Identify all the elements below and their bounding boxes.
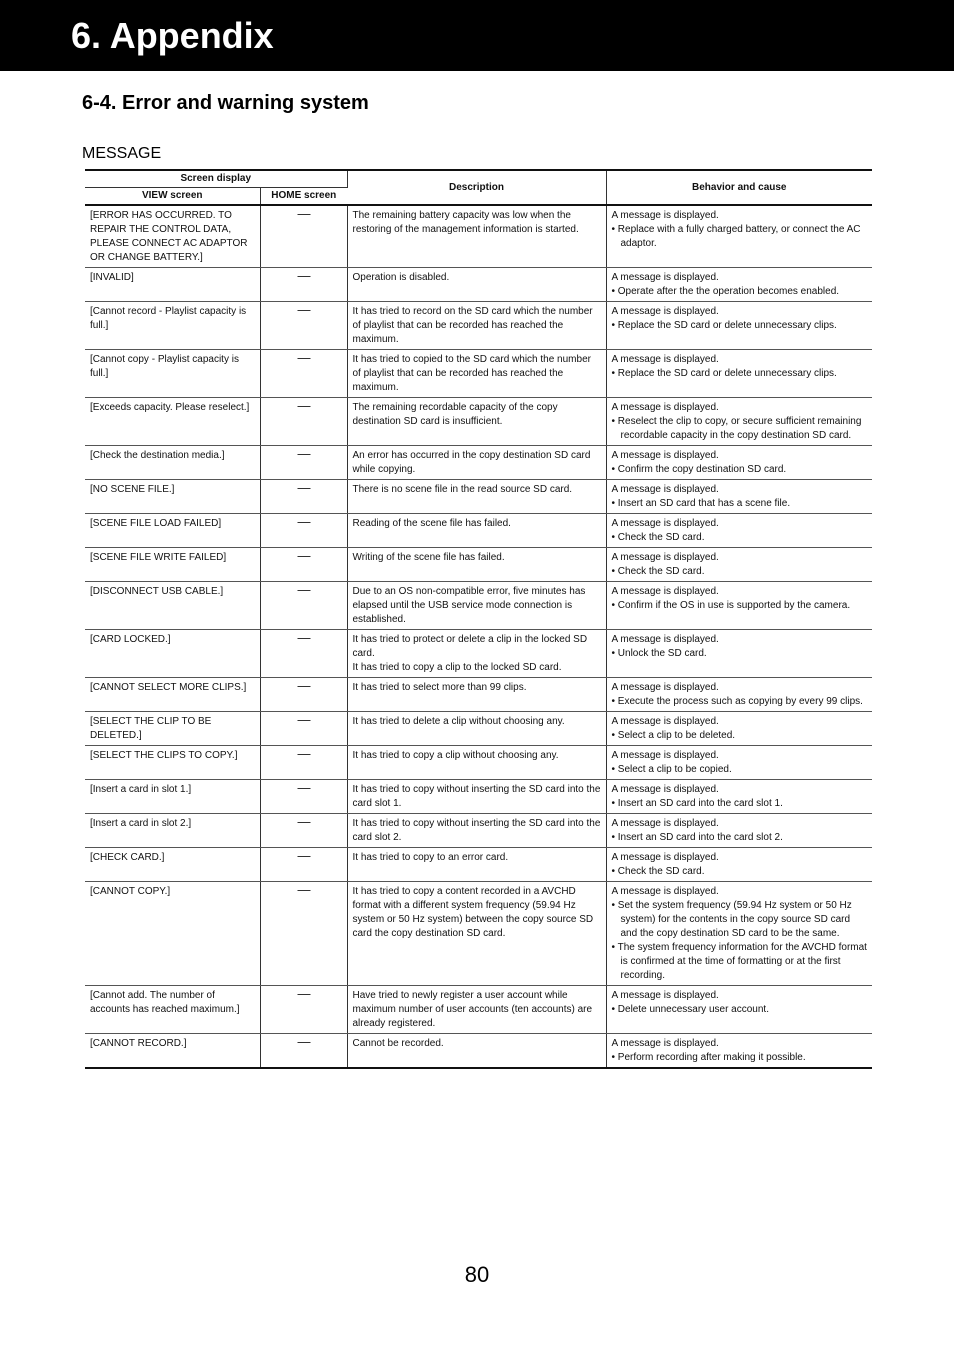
table-row [85,548,872,582]
home-screen-message: — [260,350,347,398]
table-row [85,302,872,350]
behavior-bullet: • The system frequency information for the AVCHD format is confirmed at the time of formatting or at the first recording. [611,942,867,981]
view-screen-message: [Check the destination media.] [85,446,260,480]
description-text: Writing of the scene file has failed. [352,552,505,563]
view-screen-message: [CHECK CARD.] [85,848,260,882]
description-text: The remaining recordable capacity of the copy destination SD card is insufficient. [352,402,558,427]
behavior-cell [606,882,872,986]
behavior-text: A message is displayed. [611,682,719,693]
behavior-bullet: • Check the SD card. [611,866,705,877]
header-screen-display: Screen display [85,170,347,188]
behavior-bullet: • Reselect the clip to copy, or secure sufficient remaining recordable capacity in the copy destination SD card. [611,416,862,441]
behavior-cell [606,630,872,678]
description-text: It has tried to delete a clip without choosing any. [352,716,565,727]
table-row [85,1034,872,1069]
description-cell [347,814,606,848]
table-row [85,268,872,302]
description-cell [347,780,606,814]
description-cell [347,630,606,678]
behavior-text: A message is displayed. [611,484,719,495]
description-text: Due to an OS non-compatible error, five minutes has elapsed until the USB service mode connection is established. [352,586,586,625]
behavior-cell [606,814,872,848]
behavior-text: A message is displayed. [611,1038,719,1049]
behavior-text: A message is displayed. [611,818,719,829]
view-screen-message: [SELECT THE CLIP TO BE DELETED.] [85,712,260,746]
behavior-text: A message is displayed. [611,306,719,317]
behavior-bullet: • Perform recording after making it possible. [611,1052,806,1063]
behavior-cell [606,398,872,446]
behavior-cell [606,582,872,630]
behavior-text: A message is displayed. [611,402,719,413]
table-body [85,205,872,1068]
behavior-cell [606,746,872,780]
table-row [85,712,872,746]
behavior-bullet: • Operate after the the operation becomes enabled. [611,286,840,297]
behavior-bullet: • Unlock the SD card. [611,648,707,659]
table-row [85,582,872,630]
table-row [85,480,872,514]
description-cell [347,746,606,780]
description-cell [347,986,606,1034]
home-screen-message: — [260,205,347,268]
error-table [85,169,872,1069]
description-text: It has tried to copy to an error card. [352,852,509,863]
view-screen-message: [Cannot add. The number of accounts has reached maximum.] [85,986,260,1034]
behavior-text: A message is displayed. [611,990,719,1001]
view-screen-message: [CANNOT COPY.] [85,882,260,986]
description-text: There is no scene file in the read source SD card. [352,484,573,495]
description-cell [347,582,606,630]
home-screen-message: — [260,582,347,630]
view-screen-message: [NO SCENE FILE.] [85,480,260,514]
table-row [85,986,872,1034]
home-screen-message: — [260,746,347,780]
description-text: It has tried to record on the SD card which the number of playlist that can be recorded has reached the maximum. [352,306,593,345]
behavior-bullet: • Insert an SD card into the card slot 1. [611,798,783,809]
description-cell [347,848,606,882]
header-description: Description [347,170,606,205]
view-screen-message: [Cannot record - Playlist capacity is full.] [85,302,260,350]
description-text: It has tried to copy a clip to the locked SD card. [352,662,562,673]
behavior-cell [606,1034,872,1069]
description-text: It has tried to copy a clip without choosing any. [352,750,559,761]
message-label: MESSAGE [82,145,162,162]
table-row [85,848,872,882]
table-row [85,350,872,398]
table-row [85,398,872,446]
behavior-text: A message is displayed. [611,272,719,283]
home-screen-message: — [260,514,347,548]
behavior-bullet: • Select a clip to be deleted. [611,730,736,741]
home-screen-message: — [260,398,347,446]
behavior-text: A message is displayed. [611,852,719,863]
behavior-bullet: • Check the SD card. [611,532,705,543]
view-screen-message: [ERROR HAS OCCURRED. TO REPAIR THE CONTROL DATA, PLEASE CONNECT AC ADAPTOR OR CHANGE BATTERY.] [85,205,260,268]
home-screen-message: — [260,446,347,480]
home-screen-message: — [260,630,347,678]
home-screen-message: — [260,848,347,882]
home-screen-message: — [260,268,347,302]
table-row [85,514,872,548]
view-screen-message: [Insert a card in slot 1.] [85,780,260,814]
behavior-bullet: • Insert an SD card that has a scene file. [611,498,791,509]
view-screen-message: [INVALID] [85,268,260,302]
behavior-bullet: • Replace with a fully charged battery, or connect the AC adaptor. [611,224,861,249]
description-cell [347,302,606,350]
behavior-cell [606,514,872,548]
view-screen-message: [CARD LOCKED.] [85,630,260,678]
behavior-cell [606,350,872,398]
home-screen-message: — [260,712,347,746]
view-screen-message: [DISCONNECT USB CABLE.] [85,582,260,630]
view-screen-message: [SCENE FILE LOAD FAILED] [85,514,260,548]
home-screen-message: — [260,1034,347,1069]
home-screen-message: — [260,780,347,814]
behavior-bullet: • Replace the SD card or delete unnecessary clips. [611,320,837,331]
behavior-bullet: • Select a clip to be copied. [611,764,732,775]
description-cell [347,398,606,446]
behavior-bullet: • Confirm the copy destination SD card. [611,464,787,475]
behavior-cell [606,712,872,746]
behavior-text: A message is displayed. [611,210,719,221]
home-screen-message: — [260,480,347,514]
description-text: It has tried to protect or delete a clip in the locked SD card. [352,634,588,659]
behavior-text: A message is displayed. [611,716,719,727]
behavior-text: A message is displayed. [611,450,719,461]
description-cell [347,480,606,514]
view-screen-message: [Insert a card in slot 2.] [85,814,260,848]
view-screen-message: [CANNOT SELECT MORE CLIPS.] [85,678,260,712]
home-screen-message: — [260,548,347,582]
page-number: 80 [464,1262,490,1287]
view-screen-message: [SCENE FILE WRITE FAILED] [85,548,260,582]
description-cell [347,548,606,582]
home-screen-message: — [260,814,347,848]
table-row [85,205,872,268]
description-text: It has tried to select more than 99 clips. [352,682,527,693]
behavior-text: A message is displayed. [611,518,719,529]
behavior-text: A message is displayed. [611,354,719,365]
header-home-screen: HOME screen [260,188,347,206]
behavior-bullet: • Set the system frequency (59.94 Hz system or 50 Hz system) for the contents in the copy source SD card and the copy destination SD card to be the same. [611,900,852,939]
description-cell [347,205,606,268]
home-screen-message: — [260,302,347,350]
description-text: Reading of the scene file has failed. [352,518,511,529]
behavior-text: A message is displayed. [611,750,719,761]
description-cell [347,446,606,480]
description-cell [347,268,606,302]
header-view-screen: VIEW screen [85,188,260,206]
behavior-text: A message is displayed. [611,586,719,597]
table-row [85,814,872,848]
description-cell [347,882,606,986]
behavior-text: A message is displayed. [611,634,719,645]
view-screen-message: [Exceeds capacity. Please reselect.] [85,398,260,446]
page-title: 6. Appendix [71,15,274,56]
behavior-text: A message is displayed. [611,552,719,563]
behavior-cell [606,780,872,814]
behavior-bullet: • Delete unnecessary user account. [611,1004,769,1015]
header-bar [0,0,954,71]
table-row [85,882,872,986]
behavior-cell [606,678,872,712]
behavior-bullet: • Replace the SD card or delete unnecessary clips. [611,368,837,379]
behavior-text: A message is displayed. [611,784,719,795]
description-text: Have tried to newly register a user account while maximum number of user accounts (ten accounts) are already registered. [352,990,593,1029]
table-row [85,780,872,814]
behavior-cell [606,848,872,882]
description-cell [347,514,606,548]
behavior-bullet: • Execute the process such as copying by every 99 clips. [611,696,863,707]
home-screen-message: — [260,678,347,712]
table-row [85,678,872,712]
behavior-bullet: • Insert an SD card into the card slot 2. [611,832,783,843]
description-cell [347,678,606,712]
description-cell [347,350,606,398]
description-text: Operation is disabled. [352,272,450,283]
description-text: It has tried to copy without inserting the SD card into the card slot 2. [352,818,601,843]
description-text: It has tried to copy without inserting the SD card into the card slot 1. [352,784,601,809]
header-behavior: Behavior and cause [606,170,872,205]
description-text: An error has occurred in the copy destination SD card while copying. [352,450,591,475]
table-row [85,746,872,780]
description-text: Cannot be recorded. [352,1038,444,1049]
behavior-cell [606,205,872,268]
behavior-bullet: • Confirm if the OS in use is supported by the camera. [611,600,851,611]
description-text: The remaining battery capacity was low when the restoring of the management information is started. [352,210,579,235]
behavior-bullet: • Check the SD card. [611,566,705,577]
view-screen-message: [CANNOT RECORD.] [85,1034,260,1069]
view-screen-message: [SELECT THE CLIPS TO COPY.] [85,746,260,780]
description-cell [347,712,606,746]
behavior-cell [606,446,872,480]
description-text: It has tried to copy a content recorded in a AVCHD format with a different system frequency (59.94 Hz system or 50 Hz system) between the copy source SD card the copy destination SD card. [352,886,594,939]
home-screen-message: — [260,986,347,1034]
behavior-cell [606,548,872,582]
home-screen-message: — [260,882,347,986]
description-cell [347,1034,606,1069]
behavior-cell [606,480,872,514]
description-text: It has tried to copied to the SD card which the number of playlist that can be recorded has reached the maximum. [352,354,591,393]
section-title: 6-4. Error and warning system [82,92,369,114]
behavior-text: A message is displayed. [611,886,719,897]
table-row [85,446,872,480]
behavior-cell [606,986,872,1034]
view-screen-message: [Cannot copy - Playlist capacity is full.] [85,350,260,398]
behavior-cell [606,302,872,350]
table-row [85,630,872,678]
behavior-cell [606,268,872,302]
